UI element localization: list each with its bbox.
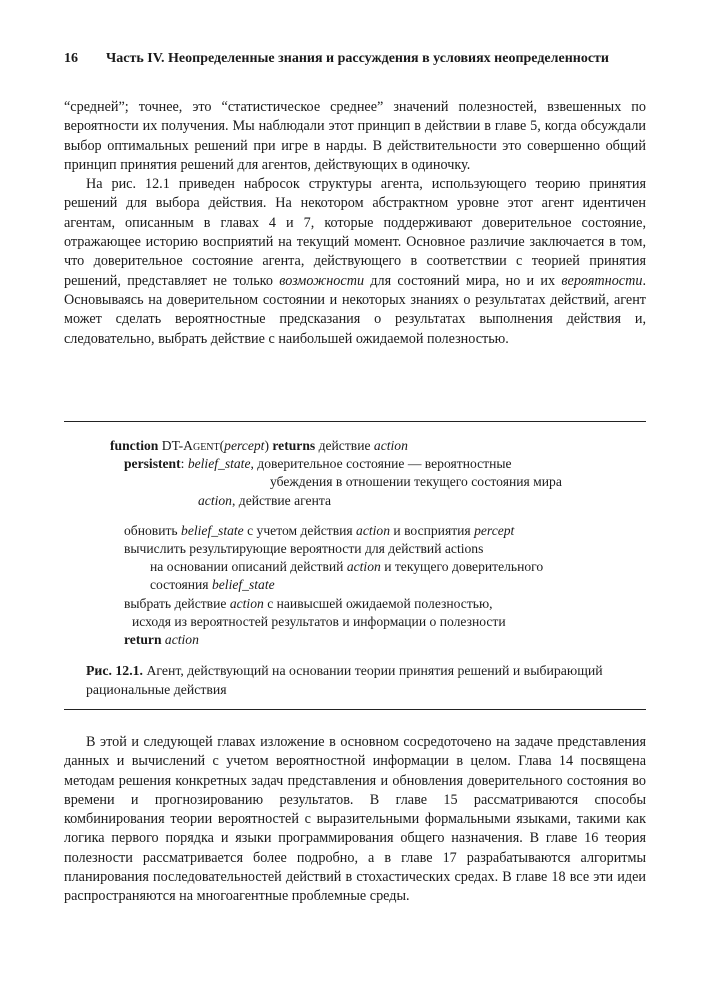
persistent-continuation: убеждения в отношении текущего состояния мира (270, 474, 562, 490)
paragraph: “средней”; точнее, это “статистическое среднее” значений полезностей, взвешенных по вероятности их получения. Мы наблюдали этот принцип в действии в главе 5, когда обсуждали выбор оптимальных решений при игре в нарды. В действительности это совершенно общий принцип принятия решений для агентов, действующих в одиночку. (64, 99, 646, 173)
paragraph: На рис. 12.1 приведен набросок структуры агента, использующего теорию принятия решений для выбора действия. На некотором абстрактном уровне этот агент идентичен агентам, описанным в главах 4 и 7, которые поддерживают доверительное состояние, отражающее историю восприятий на текущий момент. Основное различие заключается в том, что доверительное состояние агента, действующего в соответствии с теорией принятия решений, представляет не только возможности для состояний мира, но и их вероятности. Основываясь на доверительном состоянии и некоторых знаниях о результатах действий, агент может сделать вероятностные предсказания о результатах выполнения действия и, следовательно, выбрать действие с наибольшей ожидаемой полезностью. (64, 176, 646, 347)
outro-text (64, 733, 646, 907)
emphasis: возможности (279, 272, 365, 289)
persistent-line: persistent: belief_state, доверительное состояние — вероятностные (124, 456, 512, 472)
chapter-title: Часть IV. Неопределенные знания и рассуждения в условиях неопределенности (106, 51, 609, 66)
caption-text: Агент, действующий на основании теории принятия решений и выбирающий рациональные действия (86, 663, 603, 697)
running-header (64, 51, 646, 67)
figure-label: Рис. 12.1. (86, 663, 143, 678)
statement-select: выбрать действие action с наивысшей ожидаемой полезностью, (124, 595, 493, 611)
paragraph: В этой и следующей главах изложение в основном сосредоточено на задаче представления данных и вычислений с учетом вероятностной информации в целом. Глава 14 посвящена методам решения конкретных задач представления и обновления доверительного состояния во времени и прогнозированию результатов. В главе 15 рассматриваются способы комбинирования теории вероятностей с выразительными формальными языками, такими как логика первого порядка и языки программирования общего назначения. В главе 16 теория полезности рассматривается более подробно, а в главе 17 разрабатываются алгоритмы планирования последовательностей действий в стохастических средах. В главе 18 все эти идеи распространяются на многоагентные проблемные среды. (64, 734, 646, 905)
emphasis: вероятности (561, 272, 643, 289)
page-number: 16 (64, 51, 78, 66)
statement-select-cont: исходя из вероятностей результатов и информации о полезности (132, 613, 506, 629)
function-signature: function DT-Agent(percept) returns действие action (110, 438, 408, 453)
statement-compute-cont: состояния belief_state (150, 577, 275, 593)
persistent-action-line: action, действие агента (198, 492, 331, 508)
algorithm-listing (110, 437, 630, 649)
statement-update: обновить belief_state с учетом действия action и восприятия percept (124, 522, 515, 538)
figure-bottom-rule (64, 709, 646, 710)
statement-compute-cont: на основании описаний действий action и текущего доверительного (150, 559, 544, 575)
statement-return: return action (124, 632, 199, 648)
figure-caption (86, 662, 626, 699)
figure-top-rule (64, 421, 646, 422)
intro-text (64, 98, 646, 349)
statement-compute: вычислить результирующие вероятности для действий actions (124, 541, 484, 557)
